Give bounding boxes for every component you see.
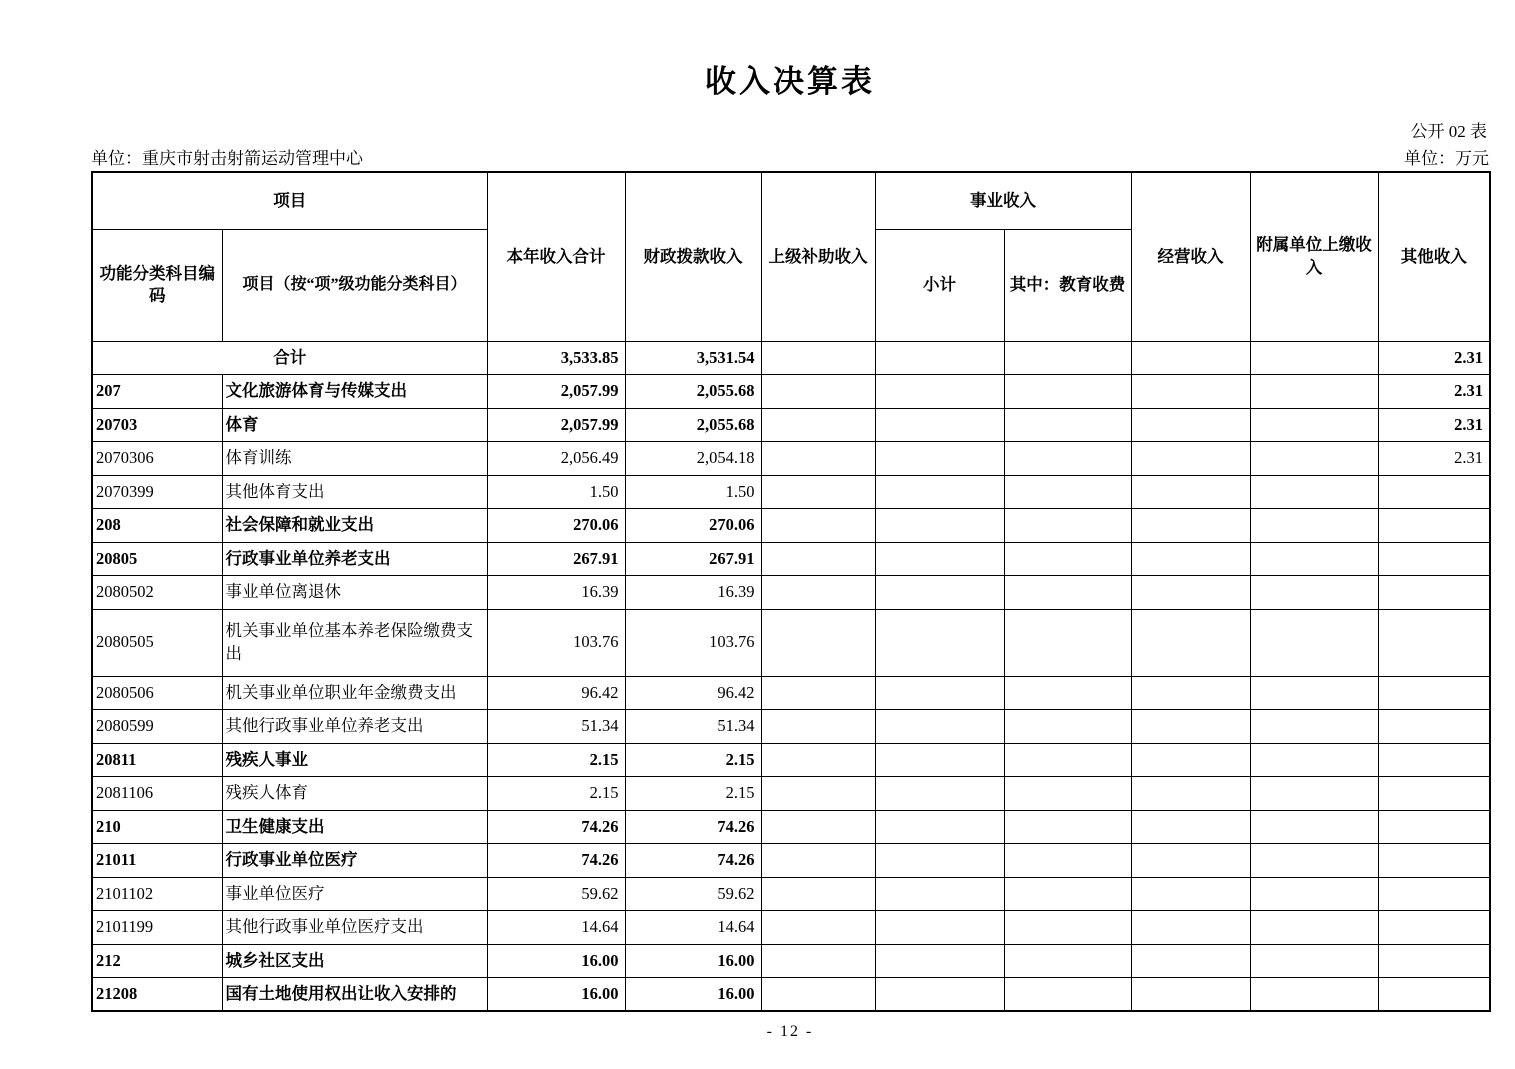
cell-education-fee xyxy=(1004,844,1131,878)
cell-superior-subsidy xyxy=(761,978,875,1012)
cell-other-income xyxy=(1378,978,1490,1012)
cell-total-income: 16.00 xyxy=(487,944,625,978)
cell-total-income: 96.42 xyxy=(487,676,625,710)
cell-other-income xyxy=(1378,877,1490,911)
cell-item-name: 卫生健康支出 xyxy=(222,810,487,844)
cell-superior-subsidy xyxy=(761,676,875,710)
cell-total-income: 267.91 xyxy=(487,542,625,576)
unit-name-label: 单位：重庆市射击射箭运动管理中心 xyxy=(91,149,363,168)
cell-business-subtotal xyxy=(875,810,1004,844)
cell-education-fee xyxy=(1004,743,1131,777)
cell-other-income xyxy=(1378,944,1490,978)
cell-business-subtotal xyxy=(875,844,1004,878)
cell-total-income: 59.62 xyxy=(487,877,625,911)
cell-item-name: 文化旅游体育与传媒支出 xyxy=(222,375,487,409)
table-row xyxy=(92,710,1490,744)
cell-affiliated-remit xyxy=(1250,609,1378,676)
header-operating-income: 经营收入 xyxy=(1131,172,1250,341)
header-row-1 xyxy=(92,172,1490,229)
cell-other-income xyxy=(1378,542,1490,576)
cell-total-income: 16.39 xyxy=(487,576,625,610)
cell-other-income xyxy=(1378,810,1490,844)
cell-other-income xyxy=(1378,710,1490,744)
cell-other-income xyxy=(1378,777,1490,811)
cell-business-subtotal xyxy=(875,542,1004,576)
cell-affiliated-remit xyxy=(1250,341,1378,375)
header-fiscal-appropriation: 财政拨款收入 xyxy=(625,172,761,341)
cell-total-income: 14.64 xyxy=(487,911,625,945)
cell-function-code: 2080599 xyxy=(92,710,222,744)
cell-other-income: 2.31 xyxy=(1378,341,1490,375)
cell-affiliated-remit xyxy=(1250,877,1378,911)
header-affiliated-remit: 附属单位上缴收入 xyxy=(1250,172,1378,341)
cell-affiliated-remit xyxy=(1250,710,1378,744)
cell-affiliated-remit xyxy=(1250,844,1378,878)
cell-function-code: 2081106 xyxy=(92,777,222,811)
cell-total-income: 3,533.85 xyxy=(487,341,625,375)
cell-item-name: 社会保障和就业支出 xyxy=(222,509,487,543)
cell-operating-income xyxy=(1131,911,1250,945)
cell-function-code: 2080505 xyxy=(92,609,222,676)
cell-business-subtotal xyxy=(875,877,1004,911)
table-row xyxy=(92,944,1490,978)
cell-superior-subsidy xyxy=(761,777,875,811)
cell-function-code: 20805 xyxy=(92,542,222,576)
cell-superior-subsidy xyxy=(761,877,875,911)
cell-education-fee xyxy=(1004,475,1131,509)
table-row xyxy=(92,676,1490,710)
cell-fiscal-appropriation: 2,055.68 xyxy=(625,375,761,409)
header-item-name: 项目（按“项”级功能分类科目） xyxy=(222,229,487,341)
cell-business-subtotal xyxy=(875,408,1004,442)
cell-other-income xyxy=(1378,609,1490,676)
cell-operating-income xyxy=(1131,710,1250,744)
cell-fiscal-appropriation: 2,055.68 xyxy=(625,408,761,442)
cell-total-income: 270.06 xyxy=(487,509,625,543)
cell-other-income: 2.31 xyxy=(1378,375,1490,409)
cell-superior-subsidy xyxy=(761,576,875,610)
cell-function-code: 20811 xyxy=(92,743,222,777)
header-business-subtotal: 小计 xyxy=(875,229,1004,341)
cell-business-subtotal xyxy=(875,911,1004,945)
header-education-fee: 其中：教育收费 xyxy=(1004,229,1131,341)
cell-function-code: 212 xyxy=(92,944,222,978)
cell-item-name: 残疾人体育 xyxy=(222,777,487,811)
cell-education-fee xyxy=(1004,375,1131,409)
cell-operating-income xyxy=(1131,743,1250,777)
cell-other-income: 2.31 xyxy=(1378,408,1490,442)
cell-business-subtotal xyxy=(875,341,1004,375)
cell-item-name: 事业单位医疗 xyxy=(222,877,487,911)
cell-education-fee xyxy=(1004,944,1131,978)
cell-business-subtotal xyxy=(875,777,1004,811)
table-body xyxy=(92,341,1490,1011)
cell-total-income: 2.15 xyxy=(487,743,625,777)
page-number: - 12 - xyxy=(766,1023,814,1040)
cell-superior-subsidy xyxy=(761,542,875,576)
cell-business-subtotal xyxy=(875,978,1004,1012)
cell-superior-subsidy xyxy=(761,710,875,744)
table-row xyxy=(92,743,1490,777)
table-row xyxy=(92,777,1490,811)
cell-operating-income xyxy=(1131,509,1250,543)
cell-superior-subsidy xyxy=(761,810,875,844)
cell-affiliated-remit xyxy=(1250,408,1378,442)
cell-education-fee xyxy=(1004,576,1131,610)
cell-affiliated-remit xyxy=(1250,810,1378,844)
cell-operating-income xyxy=(1131,542,1250,576)
table-row xyxy=(92,978,1490,1012)
cell-operating-income xyxy=(1131,810,1250,844)
cell-superior-subsidy xyxy=(761,743,875,777)
cell-operating-income xyxy=(1131,978,1250,1012)
cell-item-name: 行政事业单位养老支出 xyxy=(222,542,487,576)
cell-total-income: 74.26 xyxy=(487,810,625,844)
cell-operating-income xyxy=(1131,844,1250,878)
cell-operating-income xyxy=(1131,341,1250,375)
cell-function-code: 2101102 xyxy=(92,877,222,911)
cell-function-code: 2101199 xyxy=(92,911,222,945)
page-content xyxy=(91,0,1489,1069)
cell-education-fee xyxy=(1004,676,1131,710)
cell-other-income: 2.31 xyxy=(1378,442,1490,476)
cell-fiscal-appropriation: 2,054.18 xyxy=(625,442,761,476)
cell-business-subtotal xyxy=(875,710,1004,744)
cell-affiliated-remit xyxy=(1250,777,1378,811)
cell-operating-income xyxy=(1131,408,1250,442)
cell-fiscal-appropriation: 2.15 xyxy=(625,777,761,811)
cell-affiliated-remit xyxy=(1250,375,1378,409)
table-row xyxy=(92,810,1490,844)
cell-affiliated-remit xyxy=(1250,676,1378,710)
cell-other-income xyxy=(1378,911,1490,945)
cell-operating-income xyxy=(1131,576,1250,610)
cell-item-name: 国有土地使用权出让收入安排的 xyxy=(222,978,487,1012)
cell-fiscal-appropriation: 74.26 xyxy=(625,810,761,844)
cell-education-fee xyxy=(1004,542,1131,576)
cell-item-name: 机关事业单位基本养老保险缴费支出 xyxy=(222,609,487,676)
table-row xyxy=(92,911,1490,945)
header-group-item: 项目 xyxy=(92,172,487,229)
cell-affiliated-remit xyxy=(1250,442,1378,476)
cell-superior-subsidy xyxy=(761,475,875,509)
table-header xyxy=(92,172,1490,341)
cell-superior-subsidy xyxy=(761,442,875,476)
cell-education-fee xyxy=(1004,509,1131,543)
header-total-income: 本年收入合计 xyxy=(487,172,625,341)
cell-total-income: 51.34 xyxy=(487,710,625,744)
cell-operating-income xyxy=(1131,877,1250,911)
cell-function-code: 21011 xyxy=(92,844,222,878)
cell-operating-income xyxy=(1131,375,1250,409)
cell-other-income xyxy=(1378,509,1490,543)
cell-superior-subsidy xyxy=(761,944,875,978)
cell-business-subtotal xyxy=(875,442,1004,476)
cell-business-subtotal xyxy=(875,576,1004,610)
page-title: 收入决算表 xyxy=(705,64,875,99)
cell-operating-income xyxy=(1131,777,1250,811)
meta-row xyxy=(91,144,1489,169)
cell-affiliated-remit xyxy=(1250,475,1378,509)
cell-affiliated-remit xyxy=(1250,944,1378,978)
cell-fiscal-appropriation: 1.50 xyxy=(625,475,761,509)
cell-total-income: 103.76 xyxy=(487,609,625,676)
cell-superior-subsidy xyxy=(761,844,875,878)
cell-fiscal-appropriation: 270.06 xyxy=(625,509,761,543)
cell-affiliated-remit xyxy=(1250,509,1378,543)
table-row xyxy=(92,442,1490,476)
table-row xyxy=(92,576,1490,610)
cell-function-code: 207 xyxy=(92,375,222,409)
cell-education-fee xyxy=(1004,877,1131,911)
cell-superior-subsidy xyxy=(761,911,875,945)
cell-fiscal-appropriation: 267.91 xyxy=(625,542,761,576)
cell-function-code: 2080506 xyxy=(92,676,222,710)
cell-fiscal-appropriation: 103.76 xyxy=(625,609,761,676)
cell-function-code: 20703 xyxy=(92,408,222,442)
table-row xyxy=(92,408,1490,442)
cell-operating-income xyxy=(1131,944,1250,978)
cell-total-income: 2,057.99 xyxy=(487,375,625,409)
cell-item-name: 城乡社区支出 xyxy=(222,944,487,978)
cell-fiscal-appropriation: 59.62 xyxy=(625,877,761,911)
cell-education-fee xyxy=(1004,609,1131,676)
cell-superior-subsidy xyxy=(761,509,875,543)
cell-affiliated-remit xyxy=(1250,576,1378,610)
cell-fiscal-appropriation: 96.42 xyxy=(625,676,761,710)
cell-business-subtotal xyxy=(875,743,1004,777)
cell-business-subtotal xyxy=(875,944,1004,978)
cell-item-name: 其他行政事业单位养老支出 xyxy=(222,710,487,744)
cell-affiliated-remit xyxy=(1250,743,1378,777)
cell-fiscal-appropriation: 3,531.54 xyxy=(625,341,761,375)
doc-code-label: 公开 02 表 xyxy=(1410,122,1487,141)
cell-fiscal-appropriation: 14.64 xyxy=(625,911,761,945)
cell-function-code: 2070399 xyxy=(92,475,222,509)
cell-fiscal-appropriation: 51.34 xyxy=(625,710,761,744)
cell-fiscal-appropriation: 16.00 xyxy=(625,944,761,978)
cell-superior-subsidy xyxy=(761,341,875,375)
table-row xyxy=(92,509,1490,543)
cell-superior-subsidy xyxy=(761,609,875,676)
cell-function-code: 210 xyxy=(92,810,222,844)
cell-total-income: 16.00 xyxy=(487,978,625,1012)
currency-unit-label: 单位：万元 xyxy=(1404,149,1489,168)
cell-total-income: 2.15 xyxy=(487,777,625,811)
cell-other-income xyxy=(1378,475,1490,509)
cell-other-income xyxy=(1378,844,1490,878)
table-row xyxy=(92,542,1490,576)
cell-total-income: 74.26 xyxy=(487,844,625,878)
cell-function-code: 2070306 xyxy=(92,442,222,476)
cell-item-name: 体育 xyxy=(222,408,487,442)
table-row xyxy=(92,609,1490,676)
cell-fiscal-appropriation: 2.15 xyxy=(625,743,761,777)
cell-business-subtotal xyxy=(875,375,1004,409)
cell-total-income: 2,056.49 xyxy=(487,442,625,476)
cell-education-fee xyxy=(1004,442,1131,476)
cell-other-income xyxy=(1378,676,1490,710)
table-row xyxy=(92,341,1490,375)
cell-affiliated-remit xyxy=(1250,911,1378,945)
cell-education-fee xyxy=(1004,777,1131,811)
cell-item-name: 体育训练 xyxy=(222,442,487,476)
cell-education-fee xyxy=(1004,408,1131,442)
cell-other-income xyxy=(1378,576,1490,610)
cell-superior-subsidy xyxy=(761,375,875,409)
cell-affiliated-remit xyxy=(1250,542,1378,576)
cell-superior-subsidy xyxy=(761,408,875,442)
cell-item-name: 残疾人事业 xyxy=(222,743,487,777)
cell-education-fee xyxy=(1004,911,1131,945)
revenue-table xyxy=(91,171,1491,1012)
cell-education-fee xyxy=(1004,341,1131,375)
header-function-code: 功能分类科目编码 xyxy=(92,229,222,341)
cell-education-fee xyxy=(1004,710,1131,744)
cell-affiliated-remit xyxy=(1250,978,1378,1012)
cell-operating-income xyxy=(1131,442,1250,476)
cell-business-subtotal xyxy=(875,676,1004,710)
cell-fiscal-appropriation: 16.00 xyxy=(625,978,761,1012)
cell-item-name: 行政事业单位医疗 xyxy=(222,844,487,878)
header-other-income: 其他收入 xyxy=(1378,172,1490,341)
table-row xyxy=(92,475,1490,509)
cell-item-name: 其他行政事业单位医疗支出 xyxy=(222,911,487,945)
cell-education-fee xyxy=(1004,978,1131,1012)
cell-item-name: 事业单位离退休 xyxy=(222,576,487,610)
cell-item-name: 其他体育支出 xyxy=(222,475,487,509)
table-row xyxy=(92,375,1490,409)
cell-total-income: 2,057.99 xyxy=(487,408,625,442)
cell-education-fee xyxy=(1004,810,1131,844)
cell-operating-income xyxy=(1131,676,1250,710)
table-row xyxy=(92,877,1490,911)
cell-item-name: 机关事业单位职业年金缴费支出 xyxy=(222,676,487,710)
header-group-business-income: 事业收入 xyxy=(875,172,1131,229)
cell-business-subtotal xyxy=(875,475,1004,509)
cell-total-income: 1.50 xyxy=(487,475,625,509)
cell-business-subtotal xyxy=(875,609,1004,676)
cell-other-income xyxy=(1378,743,1490,777)
cell-fiscal-appropriation: 74.26 xyxy=(625,844,761,878)
header-superior-subsidy: 上级补助收入 xyxy=(761,172,875,341)
cell-function-code: 208 xyxy=(92,509,222,543)
cell-operating-income xyxy=(1131,475,1250,509)
cell-function-code: 2080502 xyxy=(92,576,222,610)
cell-function-code: 21208 xyxy=(92,978,222,1012)
table-row xyxy=(92,844,1490,878)
cell-business-subtotal xyxy=(875,509,1004,543)
cell-fiscal-appropriation: 16.39 xyxy=(625,576,761,610)
cell-grand-total-label: 合计 xyxy=(92,341,487,375)
cell-operating-income xyxy=(1131,609,1250,676)
